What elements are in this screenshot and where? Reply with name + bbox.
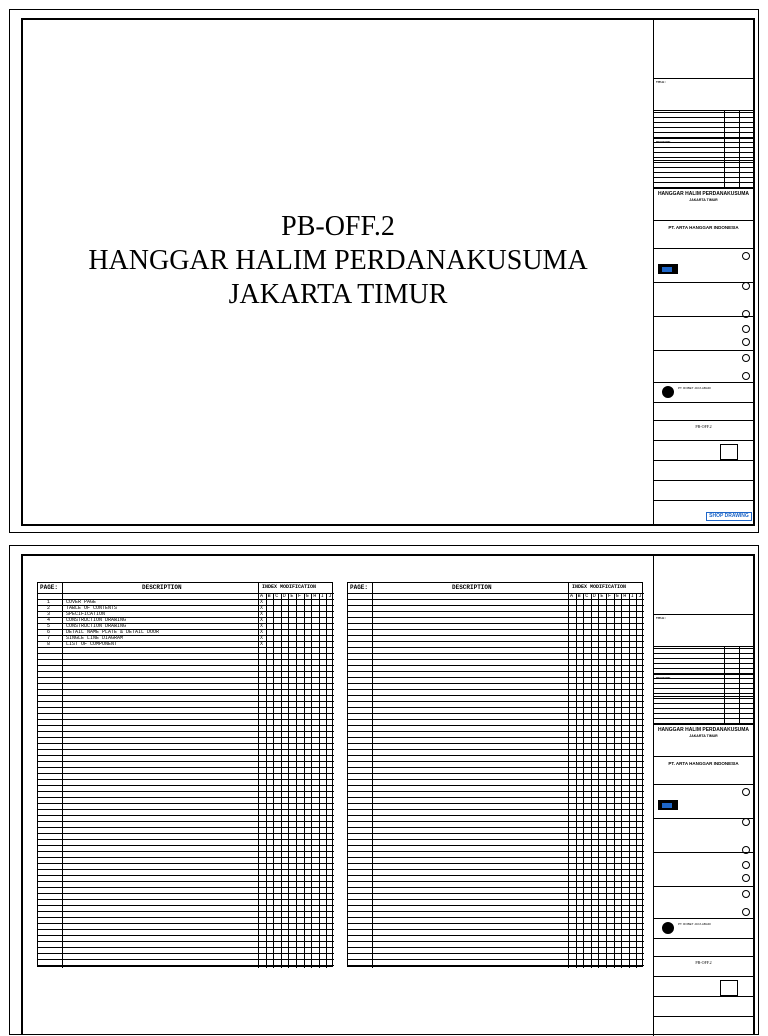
toc-row-line — [38, 647, 334, 648]
title-block-divider — [654, 480, 753, 481]
toc-row-line — [348, 671, 644, 672]
revision-grid-column — [724, 646, 725, 724]
toc-row-line — [348, 839, 644, 840]
revision-circle-icon — [742, 788, 750, 796]
toc-row-line — [38, 875, 334, 876]
toc-row-line — [348, 665, 644, 666]
revision-circle-icon — [742, 325, 750, 333]
toc-row-line — [348, 797, 644, 798]
title-block-divider — [654, 402, 753, 403]
toc-row-line — [38, 755, 334, 756]
toc-index-letter: C — [275, 593, 279, 599]
toc-row-line — [38, 947, 334, 948]
toc-row-line — [38, 701, 334, 702]
toc-row-mark: X — [260, 599, 264, 605]
toc-row-mark: X — [260, 611, 264, 617]
revision-grid-column — [724, 110, 725, 188]
toc-row-line — [348, 959, 644, 960]
title-block-divider — [654, 220, 753, 221]
title-block-divider — [654, 188, 753, 189]
revision-circle-icon — [742, 874, 750, 882]
toc-row-line — [38, 815, 334, 816]
title-label: TITLE : — [656, 616, 667, 620]
toc-row-line — [348, 863, 644, 864]
project-name: HANGGAR HALIM PERDANAKUSUMA — [657, 727, 750, 733]
toc-table-left — [37, 582, 333, 967]
toc-index-letter: H — [623, 593, 627, 599]
toc-header-description: DESCRIPTION — [142, 584, 182, 591]
toc-row-line — [348, 767, 644, 768]
toc-row-line — [348, 929, 644, 930]
toc-row-line — [38, 911, 334, 912]
toc-index-letter: H — [313, 593, 317, 599]
toc-row-line — [38, 731, 334, 732]
toc-row-line — [348, 869, 644, 870]
toc-row-line — [38, 803, 334, 804]
toc-row-line — [348, 695, 644, 696]
toc-row-description: CONSTRUCTION DRAWING — [66, 617, 127, 623]
title-block-divider — [654, 756, 753, 757]
toc-row-line — [348, 611, 644, 612]
toc-row-page: 7 — [47, 635, 51, 641]
toc-row-line — [38, 869, 334, 870]
revision-grid-column — [739, 110, 740, 188]
shop-drawing-stamp: SHOP DRAWING — [706, 512, 752, 521]
toc-row-page: 1 — [47, 599, 51, 605]
toc-row-description: DETAIL NAME PLATE & DETAIL DOOR — [66, 629, 160, 635]
toc-row-line — [348, 635, 644, 636]
toc-row-line — [348, 653, 644, 654]
toc-row-line — [348, 821, 644, 822]
title-block-divider — [654, 938, 753, 939]
toc-row-line — [348, 953, 644, 954]
revision-circle-icon — [742, 846, 750, 854]
title-block-divider — [654, 724, 753, 725]
toc-header-description: DESCRIPTION — [452, 584, 492, 591]
toc-row-description: COVER PAGE — [66, 599, 97, 605]
toc-row-line — [38, 689, 334, 690]
toc-row-line — [348, 743, 644, 744]
title-block-divider — [654, 956, 753, 957]
toc-row-line — [38, 785, 334, 786]
toc-index-letter: B — [577, 593, 581, 599]
toc-row-line — [348, 725, 644, 726]
title-block-divider — [654, 918, 753, 919]
toc-index-letter: G — [615, 593, 619, 599]
toc-row-description: SPECIFICATION — [66, 611, 106, 617]
toc-index-letter: A — [570, 593, 574, 599]
consultant-logo-mark — [662, 267, 672, 272]
cover-title-line-1: PB-OFF.2 — [281, 211, 395, 242]
project-name: HANGGAR HALIM PERDANAKUSUMA — [657, 191, 750, 197]
toc-row-line — [348, 713, 644, 714]
toc-row-description: CONSTRUCTION DRAWING — [66, 623, 127, 629]
toc-row-line — [348, 791, 644, 792]
toc-row-line — [38, 953, 334, 954]
toc-header-index: INDEX MODIFICATION — [572, 584, 627, 590]
revision-label: REVISION — [656, 676, 671, 680]
toc-row-line — [348, 755, 644, 756]
toc-row-mark: X — [260, 641, 264, 647]
contractor-logo-icon — [662, 386, 674, 398]
title-block-divider — [654, 382, 753, 383]
revision-circle-icon — [742, 890, 750, 898]
revision-circle-icon — [742, 310, 750, 318]
drawing-number: PB-OFF.2 — [695, 960, 712, 965]
toc-row-line — [38, 743, 334, 744]
cover-drawing-frame — [21, 18, 755, 526]
toc-row-description: SINGLE LINE DIAGRAM — [66, 635, 124, 641]
toc-row-line — [38, 791, 334, 792]
toc-row-line — [38, 737, 334, 738]
toc-row-line — [348, 773, 644, 774]
title-block-divider — [654, 852, 753, 853]
toc-row-page: 3 — [47, 611, 51, 617]
revision-circle-icon — [742, 252, 750, 260]
cover-title-line-3: JAKARTA TIMUR — [228, 279, 448, 310]
toc-row-description: TABLE OF CONTENTS — [66, 605, 118, 611]
revision-circle-icon — [742, 354, 750, 362]
toc-row-line — [348, 899, 644, 900]
toc-sheet — [9, 545, 759, 1035]
toc-header-index: INDEX MODIFICATION — [262, 584, 317, 590]
toc-index-letter: C — [585, 593, 589, 599]
toc-row-mark: X — [260, 605, 264, 611]
title-block-divider — [654, 976, 753, 977]
toc-row-line — [38, 713, 334, 714]
toc-row-line — [348, 629, 644, 630]
toc-row-line — [348, 683, 644, 684]
toc-row-line — [348, 917, 644, 918]
title-block-divider — [654, 282, 753, 283]
toc-row-mark: X — [260, 623, 264, 629]
toc-row-line — [38, 833, 334, 834]
toc-row-description: LIST OF COMPONENT — [66, 641, 118, 647]
toc-row-line — [38, 827, 334, 828]
toc-row-line — [348, 935, 644, 936]
drawing-number: PB-OFF.2 — [695, 424, 712, 429]
title-block — [653, 556, 753, 1036]
owner-name: PT. ARTA HANGGAR INDONESIA — [668, 761, 739, 766]
toc-row-line — [38, 941, 334, 942]
toc-row-line — [38, 893, 334, 894]
toc-row-line — [348, 845, 644, 846]
toc-header-page: PAGE: — [40, 584, 59, 591]
contractor-name: PT. ROBET JAYA ABADI — [678, 922, 711, 926]
toc-row-line — [38, 707, 334, 708]
toc-row-line — [348, 761, 644, 762]
toc-row-line — [38, 749, 334, 750]
north-box — [720, 980, 738, 996]
toc-row-line — [38, 959, 334, 960]
toc-row-line — [348, 911, 644, 912]
toc-row-line — [38, 719, 334, 720]
toc-index-letter: J — [328, 593, 332, 599]
toc-row-line — [348, 947, 644, 948]
toc-index-letter: G — [305, 593, 309, 599]
toc-row-line — [38, 863, 334, 864]
toc-row-line — [38, 923, 334, 924]
toc-row-line — [348, 605, 644, 606]
project-location: JAKARTA TIMUR — [689, 198, 718, 202]
toc-row-line — [348, 941, 644, 942]
toc-table-right — [347, 582, 643, 967]
toc-row-line — [38, 851, 334, 852]
toc-row-line — [348, 647, 644, 648]
toc-row-line — [348, 809, 644, 810]
toc-row-line — [348, 599, 644, 600]
toc-row-line — [348, 641, 644, 642]
revision-circle-icon — [742, 372, 750, 380]
toc-row-line — [38, 677, 334, 678]
title-block-divider — [654, 818, 753, 819]
cover-title-line-2: HANGGAR HALIM PERDANAKUSUMA — [88, 245, 588, 276]
north-box — [720, 444, 738, 460]
toc-row-line — [348, 887, 644, 888]
toc-row-line — [348, 719, 644, 720]
toc-row-line — [38, 845, 334, 846]
toc-index-letter: I — [630, 593, 634, 599]
toc-row-line — [38, 773, 334, 774]
toc-row-page: 8 — [47, 641, 51, 647]
toc-row-line — [38, 809, 334, 810]
toc-row-line — [38, 695, 334, 696]
toc-row-line — [38, 671, 334, 672]
toc-row-line — [348, 905, 644, 906]
toc-row-line — [348, 857, 644, 858]
toc-row-line — [348, 965, 644, 966]
toc-row-line — [38, 905, 334, 906]
title-block-divider — [654, 350, 753, 351]
title-block-divider — [654, 420, 753, 421]
toc-drawing-frame — [21, 554, 755, 1034]
toc-row-line — [348, 731, 644, 732]
toc-row-line — [38, 683, 334, 684]
cover-sheet — [9, 9, 759, 533]
toc-row-line — [348, 875, 644, 876]
cover-title — [23, 210, 653, 312]
toc-row-line — [348, 617, 644, 618]
toc-row-line — [38, 659, 334, 660]
toc-row-mark: X — [260, 635, 264, 641]
title-block-divider — [654, 460, 753, 461]
toc-row-line — [38, 779, 334, 780]
toc-row-line — [38, 797, 334, 798]
toc-row-line — [38, 821, 334, 822]
title-block-divider — [654, 248, 753, 249]
toc-index-letter: I — [320, 593, 324, 599]
title-block — [653, 20, 753, 524]
toc-row-line — [348, 827, 644, 828]
toc-row-page: 2 — [47, 605, 51, 611]
toc-row-line — [348, 689, 644, 690]
toc-row-line — [348, 785, 644, 786]
toc-row-line — [38, 665, 334, 666]
toc-row-line — [38, 899, 334, 900]
title-block-divider — [654, 886, 753, 887]
toc-row-page: 6 — [47, 629, 51, 635]
revision-grid-column — [739, 646, 740, 724]
revision-circle-icon — [742, 818, 750, 826]
toc-index-letter: D — [592, 593, 596, 599]
toc-row-line — [38, 653, 334, 654]
toc-index-letter: A — [260, 593, 264, 599]
toc-row-line — [348, 803, 644, 804]
toc-row-line — [348, 677, 644, 678]
toc-row-line — [348, 737, 644, 738]
toc-row-line — [348, 701, 644, 702]
toc-index-letter: D — [282, 593, 286, 599]
title-block-divider — [654, 440, 753, 441]
revision-circle-icon — [742, 861, 750, 869]
toc-row-line — [38, 761, 334, 762]
toc-row-line — [348, 923, 644, 924]
toc-row-page: 4 — [47, 617, 51, 623]
toc-row-line — [38, 767, 334, 768]
contractor-name: PT. ROBET JAYA ABADI — [678, 386, 711, 390]
title-block-divider — [654, 1016, 753, 1017]
toc-row-line — [38, 935, 334, 936]
toc-row-line — [348, 881, 644, 882]
toc-row-line — [38, 839, 334, 840]
toc-row-line — [348, 851, 644, 852]
toc-row-line — [348, 749, 644, 750]
toc-row-line — [38, 965, 334, 966]
toc-row-line — [38, 929, 334, 930]
toc-row-line — [38, 881, 334, 882]
toc-row-line — [348, 893, 644, 894]
title-block-divider — [654, 78, 753, 79]
toc-row-mark: X — [260, 629, 264, 635]
toc-index-letter: B — [267, 593, 271, 599]
title-block-divider — [654, 784, 753, 785]
toc-row-line — [348, 815, 644, 816]
toc-row-line — [348, 707, 644, 708]
toc-row-line — [348, 623, 644, 624]
title-block-divider — [654, 614, 753, 615]
revision-circle-icon — [742, 908, 750, 916]
toc-index-letter: F — [298, 593, 302, 599]
toc-row-line — [348, 659, 644, 660]
toc-row-page: 5 — [47, 623, 51, 629]
revision-circle-icon — [742, 282, 750, 290]
toc-row-line — [38, 887, 334, 888]
consultant-logo-mark — [662, 803, 672, 808]
toc-row-mark: X — [260, 617, 264, 623]
toc-index-letter: E — [600, 593, 604, 599]
title-block-divider — [654, 500, 753, 501]
toc-row-line — [348, 833, 644, 834]
owner-name: PT. ARTA HANGGAR INDONESIA — [668, 225, 739, 230]
title-block-divider — [654, 316, 753, 317]
revision-label: REVISION — [656, 140, 671, 144]
toc-row-line — [38, 725, 334, 726]
title-block-divider — [654, 996, 753, 997]
toc-index-letter: F — [608, 593, 612, 599]
toc-row-line — [38, 857, 334, 858]
toc-row-line — [38, 917, 334, 918]
toc-row-line — [348, 779, 644, 780]
revision-circle-icon — [742, 338, 750, 346]
contractor-logo-icon — [662, 922, 674, 934]
toc-index-letter: J — [638, 593, 642, 599]
project-location: JAKARTA TIMUR — [689, 734, 718, 738]
toc-index-letter: E — [290, 593, 294, 599]
title-label: TITLE : — [656, 80, 667, 84]
toc-header-page: PAGE: — [350, 584, 369, 591]
